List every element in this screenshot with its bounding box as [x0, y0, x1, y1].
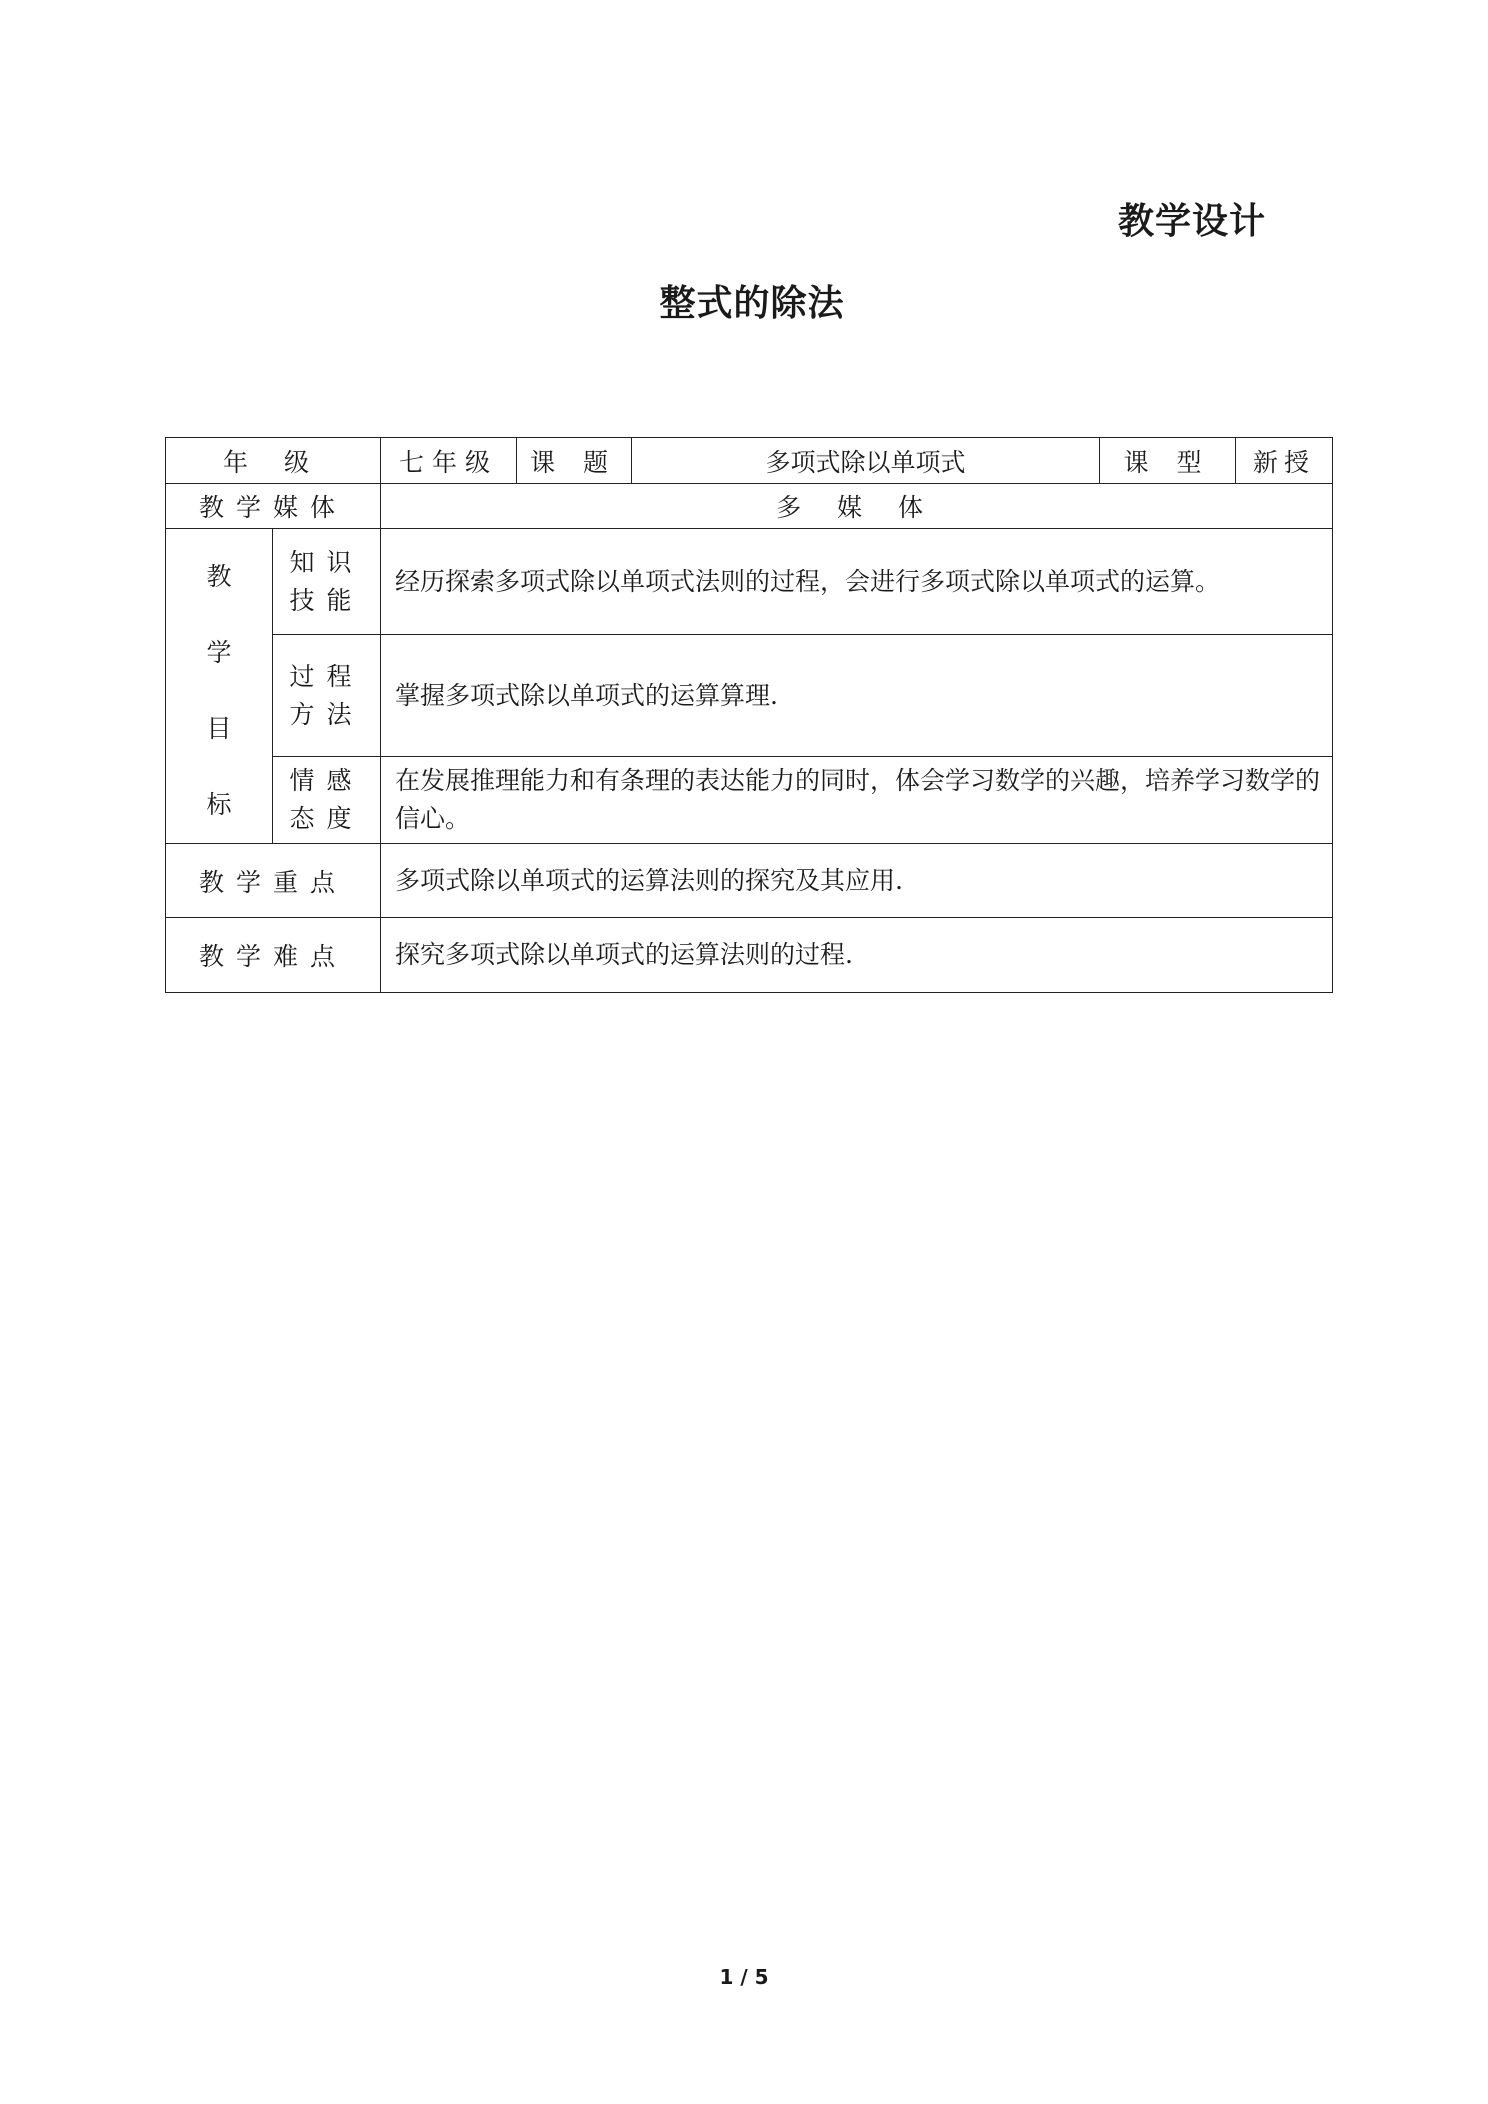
topic-label: 课 题: [517, 438, 632, 484]
key-point-text: 多项式除以单项式的运算法则的探究及其应用.: [381, 844, 1333, 918]
objective-label-line: 方法: [289, 699, 364, 729]
objectives-label: [166, 529, 273, 844]
media-row: [166, 484, 1333, 529]
grade-label: 年 级: [166, 438, 381, 484]
media-value: 多 媒 体: [381, 484, 1333, 529]
objectives-label-char: 目: [206, 714, 232, 743]
document-type-heading: 教学设计: [1118, 201, 1267, 242]
objectives-label-char: 教: [206, 562, 232, 591]
objective-row-attitude: [166, 757, 1333, 844]
objective-label-line: 过程: [289, 661, 364, 691]
objective-process-label: [273, 635, 381, 757]
difficulty-label: 教学难点: [166, 918, 381, 993]
objective-attitude-label: [273, 757, 381, 844]
type-label: 课 型: [1100, 438, 1236, 484]
objective-knowledge-text: 经历探索多项式除以单项式法则的过程，会进行多项式除以单项式的运算。: [381, 529, 1333, 635]
key-point-row: [166, 844, 1333, 918]
objective-label-line: 态度: [289, 804, 364, 834]
objectives-label-char: 标: [206, 790, 232, 819]
type-value: 新授: [1236, 438, 1333, 484]
difficulty-row: [166, 918, 1333, 993]
lesson-plan-table: [165, 437, 1333, 993]
page-number: 1 / 5: [719, 1965, 769, 1989]
objective-label-line: 知识: [289, 547, 364, 577]
document-title: 整式的除法: [659, 283, 845, 324]
objective-attitude-text: 在发展推理能力和有条理的表达能力的同时，体会学习数学的兴趣，培养学习数学的信心。: [381, 757, 1333, 844]
objective-label-line: 情感: [289, 766, 364, 796]
basic-info-row: [166, 438, 1333, 484]
difficulty-text: 探究多项式除以单项式的运算法则的过程.: [381, 918, 1333, 993]
objective-label-line: 技能: [289, 585, 364, 615]
objective-row-knowledge: [166, 529, 1333, 635]
objective-knowledge-label: [273, 529, 381, 635]
objectives-label-char: 学: [206, 638, 232, 667]
key-point-label: 教学重点: [166, 844, 381, 918]
objective-row-process: [166, 635, 1333, 757]
grade-value: 七年级: [381, 438, 517, 484]
objective-process-text: 掌握多项式除以单项式的运算算理.: [381, 635, 1333, 757]
topic-value: 多项式除以单项式: [632, 438, 1100, 484]
media-label: 教学媒体: [166, 484, 381, 529]
